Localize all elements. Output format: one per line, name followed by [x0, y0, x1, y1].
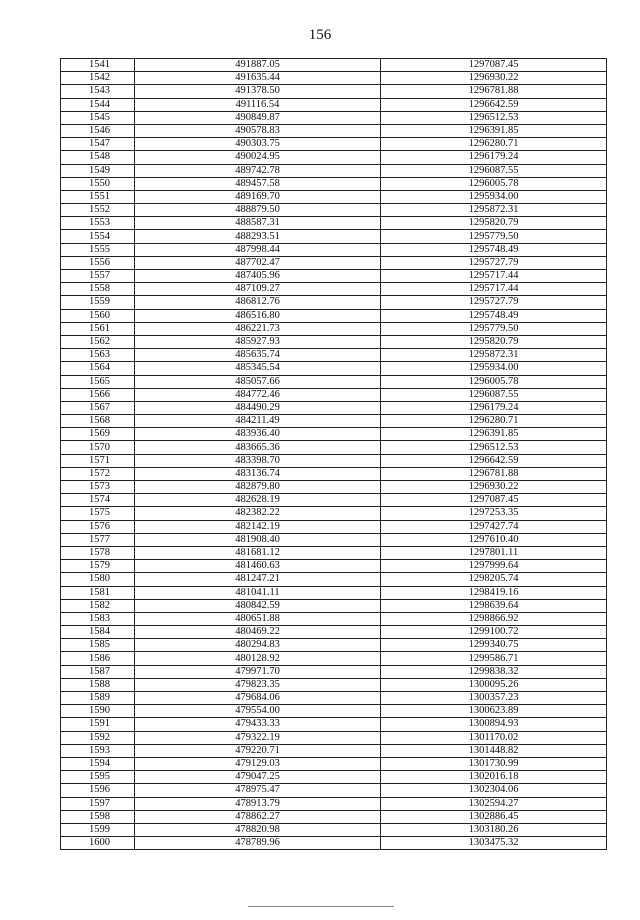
table-row	[61, 72, 607, 85]
x-coordinate-cell: 478975.47	[135, 784, 381, 797]
y-coordinate-cell: 1297253.35	[381, 507, 607, 520]
y-coordinate-cell: 1301170.02	[381, 731, 607, 744]
x-coordinate-cell: 486221.73	[135, 322, 381, 335]
table-row	[61, 560, 607, 573]
point-number-cell: 1549	[61, 164, 135, 177]
point-number-cell: 1573	[61, 481, 135, 494]
table-row	[61, 138, 607, 151]
point-number-cell: 1583	[61, 612, 135, 625]
table-row	[61, 546, 607, 559]
point-number-cell: 1590	[61, 705, 135, 718]
y-coordinate-cell: 1301730.99	[381, 757, 607, 770]
point-number-cell: 1593	[61, 744, 135, 757]
x-coordinate-cell: 482142.19	[135, 520, 381, 533]
table-row	[61, 164, 607, 177]
y-coordinate-cell: 1298639.64	[381, 599, 607, 612]
point-number-cell: 1570	[61, 441, 135, 454]
table-row	[61, 243, 607, 256]
table-row	[61, 454, 607, 467]
point-number-cell: 1561	[61, 322, 135, 335]
x-coordinate-cell: 479554.00	[135, 705, 381, 718]
y-coordinate-cell: 1295748.49	[381, 309, 607, 322]
x-coordinate-cell: 489742.78	[135, 164, 381, 177]
table-row	[61, 217, 607, 230]
y-coordinate-cell: 1296391.85	[381, 428, 607, 441]
table-row	[61, 599, 607, 612]
table-row	[61, 296, 607, 309]
table-row	[61, 837, 607, 850]
x-coordinate-cell: 490849.87	[135, 111, 381, 124]
x-coordinate-cell: 479047.25	[135, 771, 381, 784]
y-coordinate-cell: 1295934.00	[381, 362, 607, 375]
x-coordinate-cell: 481681.12	[135, 546, 381, 559]
y-coordinate-cell: 1295779.50	[381, 230, 607, 243]
x-coordinate-cell: 478789.96	[135, 837, 381, 850]
point-number-cell: 1592	[61, 731, 135, 744]
point-number-cell: 1587	[61, 665, 135, 678]
x-coordinate-cell: 489169.70	[135, 190, 381, 203]
point-number-cell: 1558	[61, 283, 135, 296]
point-number-cell: 1598	[61, 810, 135, 823]
x-coordinate-cell: 491635.44	[135, 72, 381, 85]
point-number-cell: 1584	[61, 626, 135, 639]
y-coordinate-cell: 1295820.79	[381, 335, 607, 348]
y-coordinate-cell: 1296179.24	[381, 151, 607, 164]
y-coordinate-cell: 1295717.44	[381, 270, 607, 283]
x-coordinate-cell: 483398.70	[135, 454, 381, 467]
table-row	[61, 507, 607, 520]
table-row	[61, 335, 607, 348]
x-coordinate-cell: 484211.49	[135, 415, 381, 428]
point-number-cell: 1548	[61, 151, 135, 164]
point-number-cell: 1550	[61, 177, 135, 190]
y-coordinate-cell: 1295779.50	[381, 322, 607, 335]
point-number-cell: 1574	[61, 494, 135, 507]
table-row	[61, 692, 607, 705]
y-coordinate-cell: 1298205.74	[381, 573, 607, 586]
table-row	[61, 612, 607, 625]
table-row	[61, 59, 607, 72]
y-coordinate-cell: 1295727.79	[381, 296, 607, 309]
x-coordinate-cell: 481908.40	[135, 533, 381, 546]
x-coordinate-cell: 487109.27	[135, 283, 381, 296]
x-coordinate-cell: 484772.46	[135, 388, 381, 401]
x-coordinate-cell: 490578.83	[135, 124, 381, 137]
x-coordinate-cell: 483665.36	[135, 441, 381, 454]
y-coordinate-cell: 1296781.88	[381, 85, 607, 98]
coordinates-table	[60, 58, 607, 850]
x-coordinate-cell: 487998.44	[135, 243, 381, 256]
table-row	[61, 705, 607, 718]
x-coordinate-cell: 491887.05	[135, 59, 381, 72]
x-coordinate-cell: 482628.19	[135, 494, 381, 507]
y-coordinate-cell: 1295748.49	[381, 243, 607, 256]
y-coordinate-cell: 1295717.44	[381, 283, 607, 296]
point-number-cell: 1579	[61, 560, 135, 573]
x-coordinate-cell: 485057.66	[135, 375, 381, 388]
point-number-cell: 1559	[61, 296, 135, 309]
point-number-cell: 1572	[61, 467, 135, 480]
table-row	[61, 428, 607, 441]
point-number-cell: 1585	[61, 639, 135, 652]
table-row	[61, 309, 607, 322]
x-coordinate-cell: 490024.95	[135, 151, 381, 164]
table-row	[61, 652, 607, 665]
point-number-cell: 1560	[61, 309, 135, 322]
table-row	[61, 586, 607, 599]
point-number-cell: 1586	[61, 652, 135, 665]
table-row	[61, 718, 607, 731]
table-row	[61, 441, 607, 454]
point-number-cell: 1546	[61, 124, 135, 137]
table-row	[61, 797, 607, 810]
table-row	[61, 678, 607, 691]
x-coordinate-cell: 480651.88	[135, 612, 381, 625]
table-row	[61, 665, 607, 678]
point-number-cell: 1553	[61, 217, 135, 230]
table-row	[61, 111, 607, 124]
table-row	[61, 533, 607, 546]
footer-rule	[248, 906, 394, 907]
point-number-cell: 1589	[61, 692, 135, 705]
x-coordinate-cell: 484490.29	[135, 401, 381, 414]
y-coordinate-cell: 1296280.71	[381, 415, 607, 428]
point-number-cell: 1578	[61, 546, 135, 559]
x-coordinate-cell: 478862.27	[135, 810, 381, 823]
point-number-cell: 1562	[61, 335, 135, 348]
table-row	[61, 823, 607, 836]
point-number-cell: 1588	[61, 678, 135, 691]
x-coordinate-cell: 482879.80	[135, 481, 381, 494]
x-coordinate-cell: 485635.74	[135, 349, 381, 362]
point-number-cell: 1597	[61, 797, 135, 810]
point-number-cell: 1544	[61, 98, 135, 111]
table-row	[61, 481, 607, 494]
table-row	[61, 349, 607, 362]
y-coordinate-cell: 1295934.00	[381, 190, 607, 203]
table-row	[61, 362, 607, 375]
x-coordinate-cell: 480469.22	[135, 626, 381, 639]
y-coordinate-cell: 1301448.82	[381, 744, 607, 757]
table-row	[61, 177, 607, 190]
y-coordinate-cell: 1296642.59	[381, 98, 607, 111]
y-coordinate-cell: 1296005.78	[381, 375, 607, 388]
y-coordinate-cell: 1295820.79	[381, 217, 607, 230]
x-coordinate-cell: 479684.06	[135, 692, 381, 705]
table-row	[61, 322, 607, 335]
x-coordinate-cell: 486516.80	[135, 309, 381, 322]
x-coordinate-cell: 479433.33	[135, 718, 381, 731]
y-coordinate-cell: 1303475.32	[381, 837, 607, 850]
x-coordinate-cell: 479220.71	[135, 744, 381, 757]
point-number-cell: 1554	[61, 230, 135, 243]
point-number-cell: 1576	[61, 520, 135, 533]
coordinates-table-body	[61, 59, 607, 850]
x-coordinate-cell: 478913.79	[135, 797, 381, 810]
point-number-cell: 1595	[61, 771, 135, 784]
x-coordinate-cell: 483136.74	[135, 467, 381, 480]
table-row	[61, 494, 607, 507]
x-coordinate-cell: 485927.93	[135, 335, 381, 348]
table-row	[61, 256, 607, 269]
point-number-cell: 1547	[61, 138, 135, 151]
x-coordinate-cell: 482382.22	[135, 507, 381, 520]
y-coordinate-cell: 1296087.55	[381, 164, 607, 177]
y-coordinate-cell: 1300357.23	[381, 692, 607, 705]
y-coordinate-cell: 1302304.06	[381, 784, 607, 797]
x-coordinate-cell: 490303.75	[135, 138, 381, 151]
table-row	[61, 771, 607, 784]
x-coordinate-cell: 481247.21	[135, 573, 381, 586]
table-row	[61, 415, 607, 428]
y-coordinate-cell: 1296781.88	[381, 467, 607, 480]
point-number-cell: 1575	[61, 507, 135, 520]
y-coordinate-cell: 1297087.45	[381, 494, 607, 507]
table-row	[61, 98, 607, 111]
y-coordinate-cell: 1295727.79	[381, 256, 607, 269]
table-row	[61, 810, 607, 823]
x-coordinate-cell: 480842.59	[135, 599, 381, 612]
x-coordinate-cell: 479971.70	[135, 665, 381, 678]
y-coordinate-cell: 1297999.64	[381, 560, 607, 573]
point-number-cell: 1541	[61, 59, 135, 72]
x-coordinate-cell: 479823.35	[135, 678, 381, 691]
table-row	[61, 784, 607, 797]
y-coordinate-cell: 1299340.75	[381, 639, 607, 652]
point-number-cell: 1567	[61, 401, 135, 414]
table-row	[61, 573, 607, 586]
y-coordinate-cell: 1299838.32	[381, 665, 607, 678]
point-number-cell: 1564	[61, 362, 135, 375]
point-number-cell: 1569	[61, 428, 135, 441]
x-coordinate-cell: 478820.98	[135, 823, 381, 836]
x-coordinate-cell: 481041.11	[135, 586, 381, 599]
x-coordinate-cell: 488879.50	[135, 204, 381, 217]
y-coordinate-cell: 1300095.26	[381, 678, 607, 691]
y-coordinate-cell: 1296280.71	[381, 138, 607, 151]
table-row	[61, 626, 607, 639]
point-number-cell: 1565	[61, 375, 135, 388]
point-number-cell: 1557	[61, 270, 135, 283]
point-number-cell: 1568	[61, 415, 135, 428]
x-coordinate-cell: 485345.54	[135, 362, 381, 375]
point-number-cell: 1545	[61, 111, 135, 124]
table-row	[61, 124, 607, 137]
point-number-cell: 1566	[61, 388, 135, 401]
x-coordinate-cell: 488587.31	[135, 217, 381, 230]
y-coordinate-cell: 1302016.18	[381, 771, 607, 784]
x-coordinate-cell: 479129.03	[135, 757, 381, 770]
table-row	[61, 190, 607, 203]
table-row	[61, 757, 607, 770]
table-row	[61, 151, 607, 164]
point-number-cell: 1599	[61, 823, 135, 836]
y-coordinate-cell: 1296005.78	[381, 177, 607, 190]
table-row	[61, 520, 607, 533]
point-number-cell: 1542	[61, 72, 135, 85]
x-coordinate-cell: 487405.96	[135, 270, 381, 283]
point-number-cell: 1594	[61, 757, 135, 770]
y-coordinate-cell: 1302594.27	[381, 797, 607, 810]
y-coordinate-cell: 1296642.59	[381, 454, 607, 467]
table-row	[61, 375, 607, 388]
point-number-cell: 1556	[61, 256, 135, 269]
point-number-cell: 1591	[61, 718, 135, 731]
point-number-cell: 1551	[61, 190, 135, 203]
x-coordinate-cell: 489457.58	[135, 177, 381, 190]
y-coordinate-cell: 1296512.53	[381, 441, 607, 454]
table-row	[61, 744, 607, 757]
y-coordinate-cell: 1296930.22	[381, 72, 607, 85]
y-coordinate-cell: 1296087.55	[381, 388, 607, 401]
x-coordinate-cell: 491116.54	[135, 98, 381, 111]
y-coordinate-cell: 1298419.16	[381, 586, 607, 599]
y-coordinate-cell: 1297801.11	[381, 546, 607, 559]
y-coordinate-cell: 1296391.85	[381, 124, 607, 137]
table-row	[61, 85, 607, 98]
point-number-cell: 1563	[61, 349, 135, 362]
y-coordinate-cell: 1298866.92	[381, 612, 607, 625]
x-coordinate-cell: 481460.63	[135, 560, 381, 573]
page-number: 156	[308, 27, 332, 43]
table-row	[61, 388, 607, 401]
y-coordinate-cell: 1296930.22	[381, 481, 607, 494]
point-number-cell: 1582	[61, 599, 135, 612]
x-coordinate-cell: 479322.19	[135, 731, 381, 744]
point-number-cell: 1580	[61, 573, 135, 586]
y-coordinate-cell: 1302886.45	[381, 810, 607, 823]
y-coordinate-cell: 1297087.45	[381, 59, 607, 72]
y-coordinate-cell: 1297427.74	[381, 520, 607, 533]
point-number-cell: 1552	[61, 204, 135, 217]
x-coordinate-cell: 487702.47	[135, 256, 381, 269]
point-number-cell: 1596	[61, 784, 135, 797]
y-coordinate-cell: 1300623.89	[381, 705, 607, 718]
point-number-cell: 1543	[61, 85, 135, 98]
x-coordinate-cell: 480294.83	[135, 639, 381, 652]
table-row	[61, 639, 607, 652]
x-coordinate-cell: 488293.51	[135, 230, 381, 243]
y-coordinate-cell: 1296512.53	[381, 111, 607, 124]
x-coordinate-cell: 491378.50	[135, 85, 381, 98]
y-coordinate-cell: 1299100.72	[381, 626, 607, 639]
table-row	[61, 204, 607, 217]
point-number-cell: 1581	[61, 586, 135, 599]
y-coordinate-cell: 1303180.26	[381, 823, 607, 836]
table-row	[61, 283, 607, 296]
y-coordinate-cell: 1296179.24	[381, 401, 607, 414]
y-coordinate-cell: 1297610.40	[381, 533, 607, 546]
table-row	[61, 467, 607, 480]
x-coordinate-cell: 486812.76	[135, 296, 381, 309]
y-coordinate-cell: 1299586.71	[381, 652, 607, 665]
point-number-cell: 1577	[61, 533, 135, 546]
table-row	[61, 401, 607, 414]
y-coordinate-cell: 1300894.93	[381, 718, 607, 731]
point-number-cell: 1600	[61, 837, 135, 850]
x-coordinate-cell: 480128.92	[135, 652, 381, 665]
x-coordinate-cell: 483936.40	[135, 428, 381, 441]
y-coordinate-cell: 1295872.31	[381, 349, 607, 362]
point-number-cell: 1571	[61, 454, 135, 467]
table-row	[61, 270, 607, 283]
table-row	[61, 731, 607, 744]
table-row	[61, 230, 607, 243]
point-number-cell: 1555	[61, 243, 135, 256]
y-coordinate-cell: 1295872.31	[381, 204, 607, 217]
